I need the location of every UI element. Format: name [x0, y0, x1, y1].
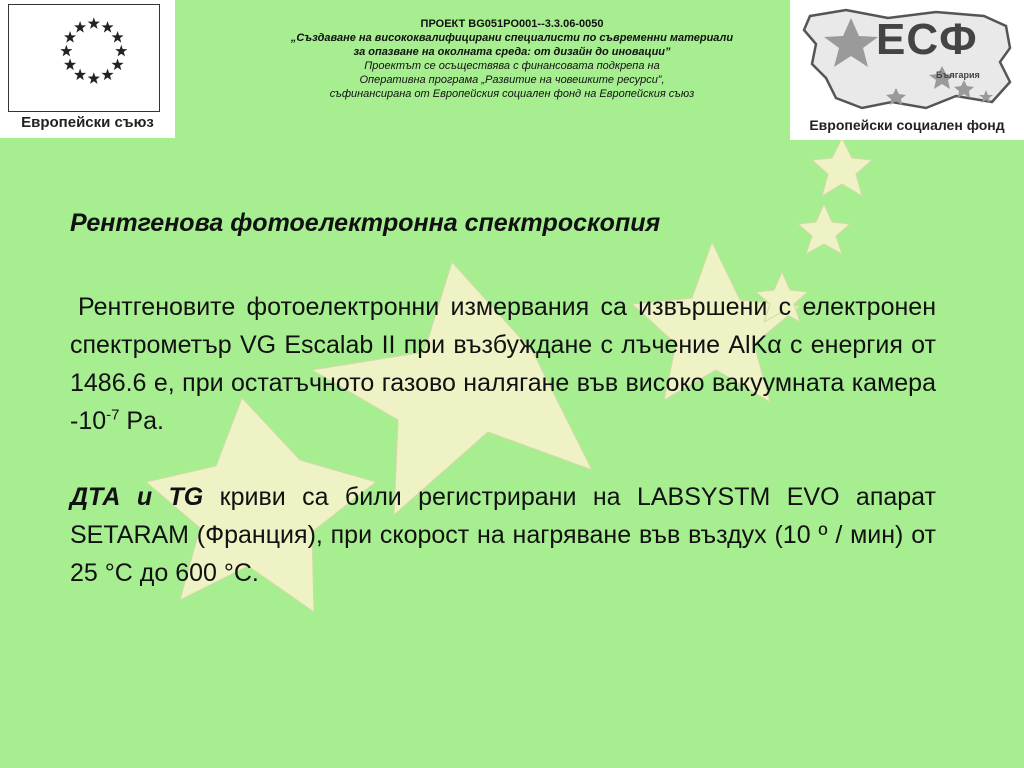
- esf-country-label: България: [936, 70, 980, 80]
- paragraph-xps: [70, 288, 936, 440]
- project-header: [200, 17, 824, 101]
- esf-letters: ЕСФ: [876, 15, 978, 64]
- paragraph-dta-tg: [70, 478, 936, 592]
- eu-flag-icon: [8, 4, 160, 112]
- esf-logo: [790, 0, 1024, 140]
- pressure-exponent: -7: [106, 406, 120, 424]
- project-code: ПРОЕКТ BG051PO001--3.3.06-0050: [420, 18, 604, 30]
- esf-logo-caption: Европейски социален фонд: [809, 117, 1005, 133]
- funding-line2: Оперативна програма „Развитие на човешките ресурси”,: [359, 74, 665, 86]
- paragraph-xps-text: Рентгеновите фотоелектронни измервания са извършени с електронен спектрометър VG Escalab II при възбуждане с лъчение AlKα с енергия от 1486.6 e, при остатъчното газово налягане във високо вакуумната камера -10: [70, 293, 936, 435]
- paragraph-dta-tg-text: криви са били регистрирани на LABSYSTM EVO апарат SETARAM (Франция), при скорост на нагряване във въздух (10 º / мин) от 25 °С до 600 °С.: [70, 483, 936, 587]
- bg-star-small-1: [812, 138, 872, 196]
- slide-title: Рентгенова фотоелектронна спектроскопия: [70, 209, 661, 237]
- project-name-line1: „Създаване на висококвалифицирани специалисти по съвременни материали: [290, 32, 734, 44]
- eu-logo: [0, 0, 175, 138]
- project-name-line2: за опазване на околната среда: от дизайн до иновации”: [353, 46, 671, 58]
- eu-logo-caption: Европейски съюз: [21, 114, 154, 131]
- pressure-unit: Pa.: [119, 407, 164, 435]
- funding-line3: съфинансирана от Европейския социален фонд на Европейския съюз: [329, 88, 695, 100]
- paragraph-dta-tg-lead: ДТА и TG: [70, 483, 204, 511]
- slide-content: [70, 205, 936, 592]
- funding-line1: Проектът се осъществява с финансовата подкрепа на: [364, 60, 660, 72]
